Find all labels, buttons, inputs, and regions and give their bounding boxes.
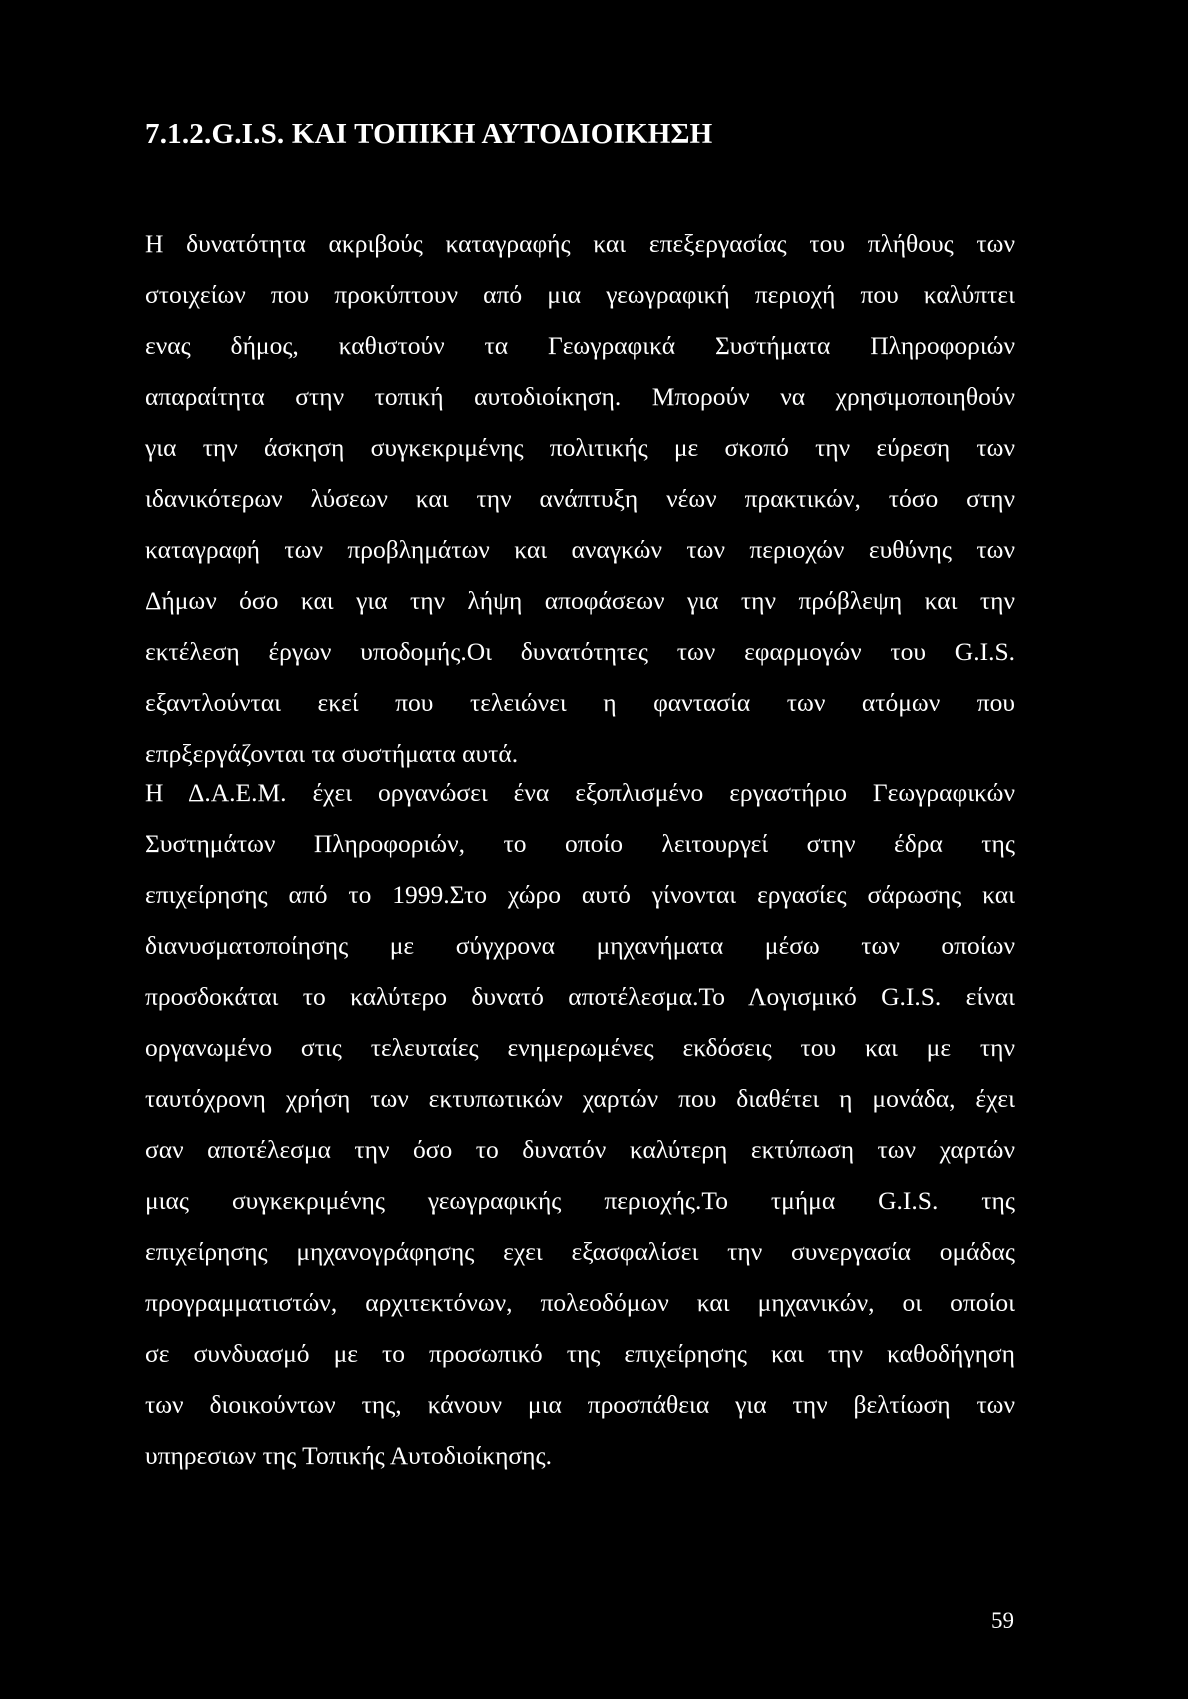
paragraph-line: υπηρεσιων της Τοπικής Αυτοδιοίκησης.: [145, 1441, 552, 1470]
paragraph-line: για την άσκηση συγκεκριμένης πολιτικής με σκοπό την εύρεση των: [145, 433, 1015, 462]
paragraph-line: Δήμων όσο και για την λήψη αποφάσεων για την πρόβλεψη και την: [145, 586, 1015, 615]
paragraph-line: ενας δήμος, καθιστούν τα Γεωγραφικά Συστήματα Πληροφοριών: [145, 331, 1015, 360]
paragraph-line: των διοικούντων της, κάνουν μια προσπάθεια για την βελτίωση των: [145, 1390, 1015, 1419]
paragraph-line: εκτέλεση έργων υποδομής.Οι δυνατότητες των εφαρμογών του G.I.S.: [145, 637, 1015, 666]
paragraph-line: ταυτόχρονη χρήση των εκτυπωτικών χαρτών που διαθέτει η μονάδα, έχει: [145, 1084, 1015, 1113]
paragraph-line: επιχείρησης μηχανογράφησης εχει εξασφαλίσει την συνεργασία ομάδας: [145, 1237, 1015, 1266]
paragraph-2: [145, 767, 1015, 1481]
paragraph-line: προγραμματιστών, αρχιτεκτόνων, πολεοδόμων και μηχανικών, οι οποίοι: [145, 1288, 1015, 1317]
paragraph-line: στοιχείων που προκύπτουν από μια γεωγραφική περιοχή που καλύπτει: [145, 280, 1015, 309]
section-heading: 7.1.2.G.I.S. ΚΑΙ ΤΟΠΙΚΗ ΑΥΤΟΔΙΟΙΚΗΣΗ: [145, 118, 713, 150]
paragraph-line: σαν αποτέλεσμα την όσο το δυνατόν καλύτερη εκτύπωση των χαρτών: [145, 1135, 1015, 1164]
paragraph-line: Συστημάτων Πληροφοριών, το οποίο λειτουργεί στην έδρα της: [145, 829, 1015, 858]
paragraph-line: ιδανικότερων λύσεων και την ανάπτυξη νέων πρακτικών, τόσο στην: [145, 484, 1015, 513]
paragraph-line: Η Δ.Α.Ε.Μ. έχει οργανώσει ένα εξοπλισμένο εργαστήριο Γεωγραφικών: [145, 778, 1015, 807]
paragraph-line: απαραίτητα στην τοπική αυτοδιοίκηση. Μπορούν να χρησιμοποιηθούν: [145, 382, 1015, 411]
paragraph-line: Η δυνατότητα ακριβούς καταγραφής και επεξεργασίας του πλήθους των: [145, 229, 1015, 258]
paragraph-line: επρξεργάζονται τα συστήματα αυτά.: [145, 739, 519, 768]
paragraph-line: εξαντλούνται εκεί που τελειώνει η φαντασία των ατόμων που: [145, 688, 1015, 717]
paragraph-line: σε συνδυασμό με το προσωπικό της επιχείρησης και την καθοδήγηση: [145, 1339, 1015, 1368]
paragraph-line: διανυσματοποίησης με σύγχρονα μηχανήματα μέσω των οποίων: [145, 931, 1015, 960]
paragraph-1: [145, 218, 1015, 779]
paragraph-line: προσδοκάται το καλύτερο δυνατό αποτέλεσμα.Το Λογισμικό G.I.S. είναι: [145, 982, 1015, 1011]
paragraph-line: καταγραφή των προβλημάτων και αναγκών των περιοχών ευθύνης των: [145, 535, 1015, 564]
paragraph-line: επιχείρησης από το 1999.Στο χώρο αυτό γίνονται εργασίες σάρωσης και: [145, 880, 1015, 909]
page-number: 59: [991, 1608, 1014, 1633]
paragraph-line: μιας συγκεκριμένης γεωγραφικής περιοχής.Το τμήμα G.I.S. της: [145, 1186, 1015, 1215]
paragraph-line: οργανωμένο στις τελευταίες ενημερωμένες εκδόσεις του και με την: [145, 1033, 1015, 1062]
